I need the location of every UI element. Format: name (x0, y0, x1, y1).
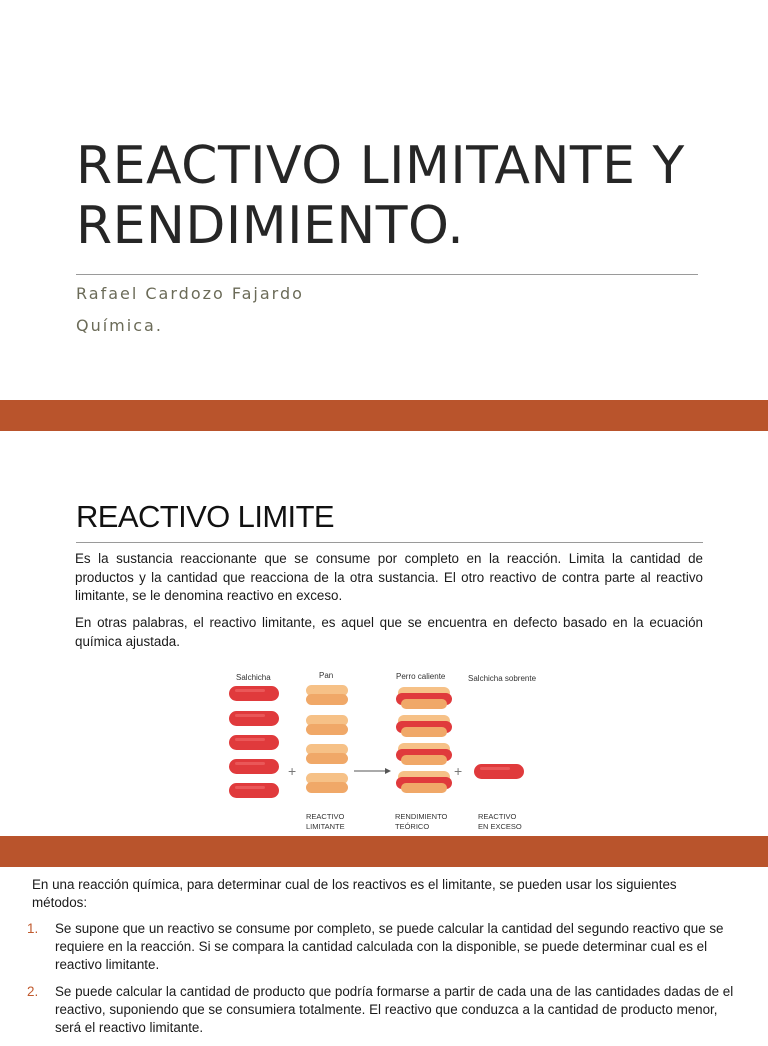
slide-title-line1: REACTIVO LIMITANTE Y (76, 136, 685, 196)
bun-item (306, 685, 348, 705)
sausage-group (229, 686, 279, 798)
bun-group (306, 685, 348, 793)
bun-item (306, 715, 348, 735)
content-slide-reactivo-limite (0, 431, 768, 836)
content-slide-methods (0, 867, 768, 1035)
title-divider (76, 274, 698, 275)
label-sausage: Salchicha (236, 673, 271, 682)
sausage-item (229, 759, 279, 774)
methods-list (24, 920, 736, 1046)
leftover-sausage (474, 764, 524, 779)
list-item-text: Se supone que un reactivo se consume por completo, se puede calcular la cantidad del segundo reactivo que se requiere en la reacción. Si se compara la cantidad calculada con la disponible, se puede determinar cual es el reactivo limitante. (55, 921, 724, 972)
list-item-text: Se puede calcular la cantidad de producto que podría formarse a partir de cada una de las cantidades dadas de el reactivo, suponiendo que se consumiera totalmente. El reactivo que conduzca a la cantidad de producto menor, será el reactivo limitante. (55, 984, 734, 1035)
sausage-item (229, 711, 279, 726)
label-bun: Pan (319, 671, 334, 680)
label-leftover-sausage: Salchicha sobrente (468, 674, 537, 683)
hotdog-item (396, 771, 452, 793)
hotdog-group (396, 687, 452, 793)
bun-item (306, 773, 348, 793)
list-item-number: 1. (27, 921, 39, 936)
label-theoretical-yield: RENDIMIENTO TEÓRICO (395, 812, 448, 831)
hotdog-item (396, 743, 452, 765)
list-item (24, 983, 736, 1037)
diagram-drawing (224, 671, 544, 831)
subject-name: Química. (76, 316, 163, 335)
title-slide (0, 0, 768, 402)
sausage-item (229, 686, 279, 701)
author-name: Rafael Cardozo Fajardo (76, 284, 304, 303)
bun-item (306, 744, 348, 764)
plus-sign-1: + (288, 763, 297, 779)
list-item (24, 920, 736, 974)
hotdog-analogy-diagram (224, 671, 544, 831)
slide-separator-band (0, 400, 768, 431)
methods-intro: En una reacción química, para determinar cual de los reactivos es el limitante, se pueden usar los siguientes métodos: (32, 877, 677, 910)
slide-title-line2: RENDIMIENTO. (76, 196, 465, 256)
slide-title (76, 136, 716, 256)
hotdog-item (396, 687, 452, 709)
definition-paragraph: Es la sustancia reaccionante que se consume por completo en la reacción. Limita la cantidad de productos y la cantidad que reacciona de la otra sustancia. El otro reactivo de contra parte al reactivo limitante, se le denomina reactivo en exceso. (75, 551, 703, 604)
label-excess-reactant: REACTIVO EN EXCESO (478, 812, 522, 831)
hotdog-item (396, 715, 452, 737)
label-limiting-reactant: REACTIVO LIMITANTE (306, 812, 345, 831)
heading-divider (76, 542, 703, 543)
list-item-number: 2. (27, 984, 39, 999)
section-heading: REACTIVO LIMITE (76, 499, 334, 534)
label-hotdog: Perro caliente (396, 672, 446, 681)
explanation-paragraph: En otras palabras, el reactivo limitante, es aquel que se encuentra en defecto basado en la ecuación química ajustada. (75, 615, 703, 649)
sausage-item (229, 783, 279, 798)
slide-separator-band (0, 836, 768, 867)
sausage-item (229, 735, 279, 750)
plus-sign-2: + (454, 763, 463, 779)
arrow (354, 768, 391, 774)
